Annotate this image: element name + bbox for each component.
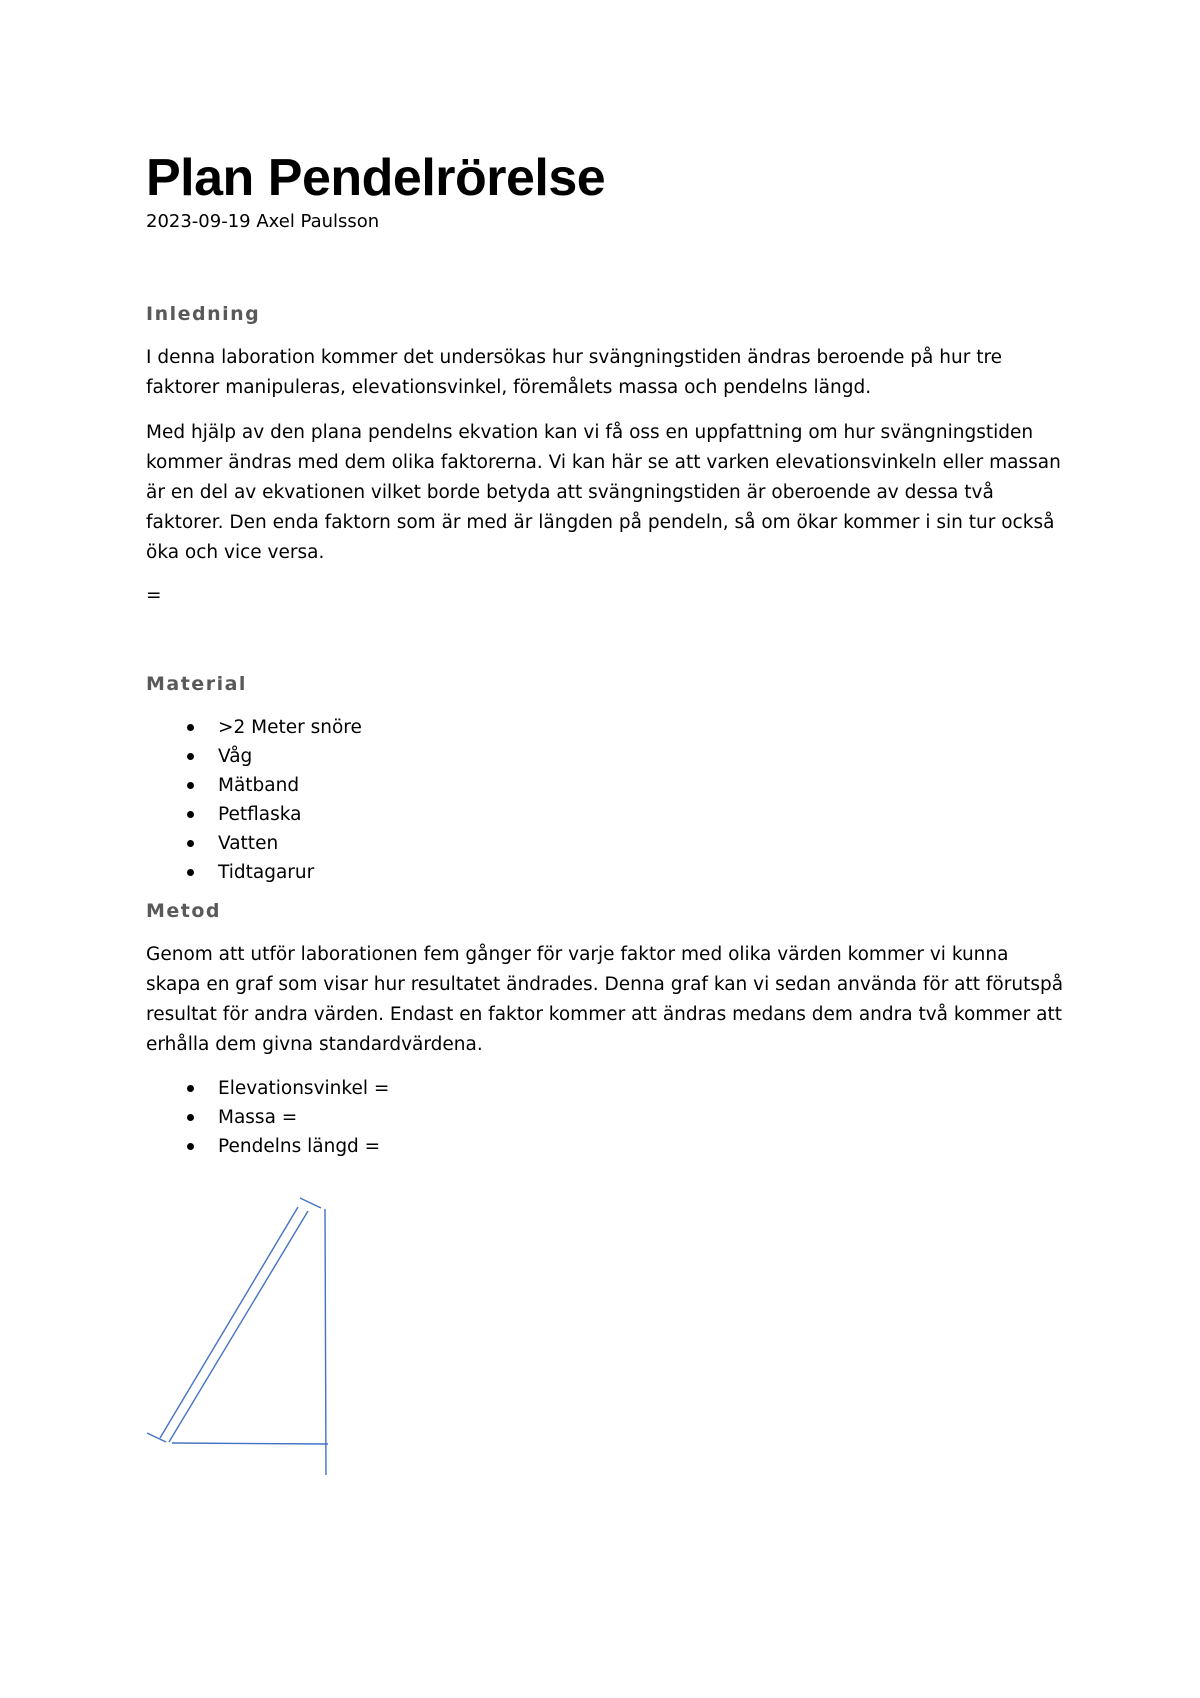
list-item	[218, 1103, 1066, 1132]
document-content	[146, 148, 1066, 1161]
heading-inledning: Inledning	[146, 303, 261, 325]
metod-paragraph: Genom att utför laborationen fem gånger för varje faktor med olika värden kommer vi kunna skapa en graf som visar hur resultatet ändrades. Denna graf kan vi sedan använda för att förutspå resultat för andra värden. Endast en faktor kommer att ändras medans dem andra två kommer att erhålla dem givna standardvärdena.	[146, 944, 1064, 1055]
bullet-icon	[187, 840, 194, 847]
bullet-icon	[187, 782, 194, 789]
heading-material: Material	[146, 673, 247, 695]
bullet-icon	[187, 724, 194, 731]
horizontal-base-line	[172, 1443, 328, 1444]
inledning-paragraph-1: I denna laboration kommer det undersökas hur svängningstiden ändras beroende på hur tre faktorer manipuleras, elevationsvinkel, föremålets massa och pendelns längd.	[146, 347, 1003, 398]
bullet-icon	[187, 753, 194, 760]
pendulum-pivot-stroke	[300, 1198, 321, 1208]
document-title: Plan Pendelrörelse	[146, 149, 606, 207]
pendulum-sketch	[140, 1195, 340, 1485]
pendulum-string-outer	[160, 1207, 298, 1438]
list-item-label: >2 Meter snöre	[218, 717, 362, 738]
bullet-icon	[187, 869, 194, 876]
bullet-icon	[187, 1114, 194, 1121]
list-item	[218, 713, 1066, 742]
list-item-label: Petflaska	[218, 804, 302, 825]
list-item-label: Massa =	[218, 1107, 298, 1128]
list-item-label: Elevationsvinkel =	[218, 1078, 390, 1099]
list-item	[218, 1074, 1066, 1103]
material-list	[146, 713, 1066, 887]
pendulum-string-inner	[169, 1211, 308, 1442]
metod-list	[146, 1074, 1066, 1161]
bullet-icon	[187, 1085, 194, 1092]
list-item-label: Vatten	[218, 833, 279, 854]
list-item-label: Mätband	[218, 775, 300, 796]
bullet-icon	[187, 811, 194, 818]
vertical-reference-line	[325, 1209, 326, 1475]
list-item	[218, 771, 1066, 800]
inledning-paragraph-2: Med hjälp av den plana pendelns ekvation kan vi få oss en uppfattning om hur svängningstiden kommer ändras med dem olika faktorerna. Vi kan här se att varken elevationsvinkeln eller massan är en del av ekvationen vilket borde betyda att svängningstiden är oberoende av dessa två faktorer. Den enda faktorn som är med är längden på pendeln, så om ökar kommer i sin tur också öka och vice versa.	[146, 422, 1061, 563]
list-item	[218, 742, 1066, 771]
document-subtitle: 2023-09-19 Axel Paulsson	[146, 211, 380, 232]
equation-placeholder: =	[146, 585, 162, 606]
heading-metod: Metod	[146, 900, 222, 922]
list-item	[218, 800, 1066, 829]
list-item	[218, 1132, 1066, 1161]
list-item-label: Tidtagarur	[218, 862, 315, 883]
list-item	[218, 829, 1066, 858]
pendulum-bob-stroke	[147, 1433, 166, 1442]
bullet-icon	[187, 1143, 194, 1150]
list-item-label: Våg	[218, 746, 253, 767]
list-item-label: Pendelns längd =	[218, 1136, 381, 1157]
list-item	[218, 858, 1066, 887]
